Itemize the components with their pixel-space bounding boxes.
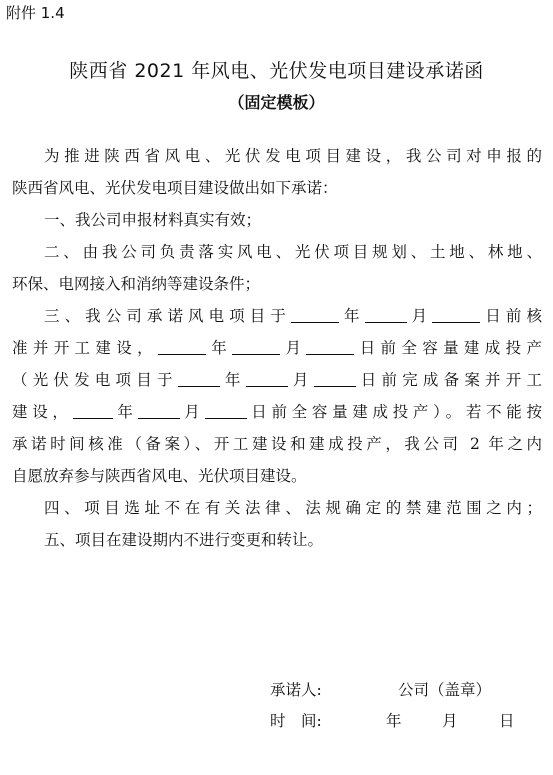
document-title: 陕西省 2021 年风电、光伏发电项目建设承诺函 (69, 60, 484, 82)
item-1: 一、我公司申报材料真实有效； (44, 211, 262, 229)
day-label: 日前全容量建成投产 (354, 339, 542, 357)
item-2-line-2: 环保、电网接入和消纳等建设条件； (12, 275, 261, 293)
day-label: 日前完成备案并开工 (355, 371, 542, 389)
month-blank[interactable] (138, 400, 180, 419)
year-blank[interactable] (73, 400, 113, 419)
day-blank[interactable] (205, 400, 247, 419)
intro-line-2: 陕西省风电、光伏发电项目建设做出如下承诺： (12, 179, 338, 197)
intro-line-1: 为推进陕西省风电、光伏发电项目建设，我公司对申报的 (44, 147, 542, 165)
year-label: 年 (219, 371, 246, 389)
day-blank[interactable] (432, 304, 480, 323)
item-3-line-4 (12, 396, 542, 428)
year-label: 年 (338, 307, 365, 325)
item-3-line-3 (12, 364, 542, 396)
year-label: 年 (386, 712, 402, 730)
item-3-text: 三、我公司承诺风电项目于 (44, 307, 291, 325)
document-body (12, 140, 542, 556)
item-2-line-1: 二、由我公司负责落实风电、光伏项目规划、土地、林地、 (44, 243, 542, 261)
item-5: 五、项目在建设期内不进行变更和转让。 (44, 531, 324, 549)
year-label: 年 (112, 403, 138, 421)
month-label: 月 (442, 712, 458, 730)
day-label: 日前全容量建成投产）。若不能按 (246, 403, 542, 421)
time-label: 时 间: (270, 712, 322, 730)
month-label: 月 (406, 307, 433, 325)
promisor-label: 承诺人: (270, 681, 322, 699)
item-3-line-2 (12, 332, 542, 364)
month-label: 月 (287, 371, 314, 389)
item-4: 四、项目选址不在有关法律、法规确定的禁建范围之内； (44, 499, 542, 517)
document-subtitle: （固定模板） (228, 93, 325, 112)
month-blank[interactable] (232, 336, 280, 355)
day-blank[interactable] (314, 368, 356, 387)
year-blank[interactable] (158, 336, 206, 355)
day-label: 日 (499, 712, 515, 730)
item-3-line-6: 自愿放弃参与陕西省风电、光伏项目建设。 (12, 467, 307, 485)
month-blank[interactable] (246, 368, 288, 387)
month-label: 月 (179, 403, 205, 421)
month-label: 月 (280, 339, 307, 357)
day-label: 日前核 (480, 307, 542, 325)
day-blank[interactable] (306, 336, 354, 355)
year-blank[interactable] (178, 368, 220, 387)
year-blank[interactable] (291, 304, 339, 323)
attachment-label: 附件 1.4 (6, 4, 65, 22)
item-3-text: （光伏发电项目于 (12, 371, 178, 389)
item-3-text: 建设， (12, 403, 73, 421)
item-3-line-5: 承诺时间核准（备案）、开工建设和建成投产，我公司 2 年之内 (12, 435, 542, 453)
month-blank[interactable] (365, 304, 407, 323)
item-3-line-1 (12, 300, 542, 332)
year-label: 年 (205, 339, 233, 357)
item-3-text: 准并开工建设， (12, 339, 158, 357)
company-seal-label: 公司（盖章） (398, 681, 492, 699)
